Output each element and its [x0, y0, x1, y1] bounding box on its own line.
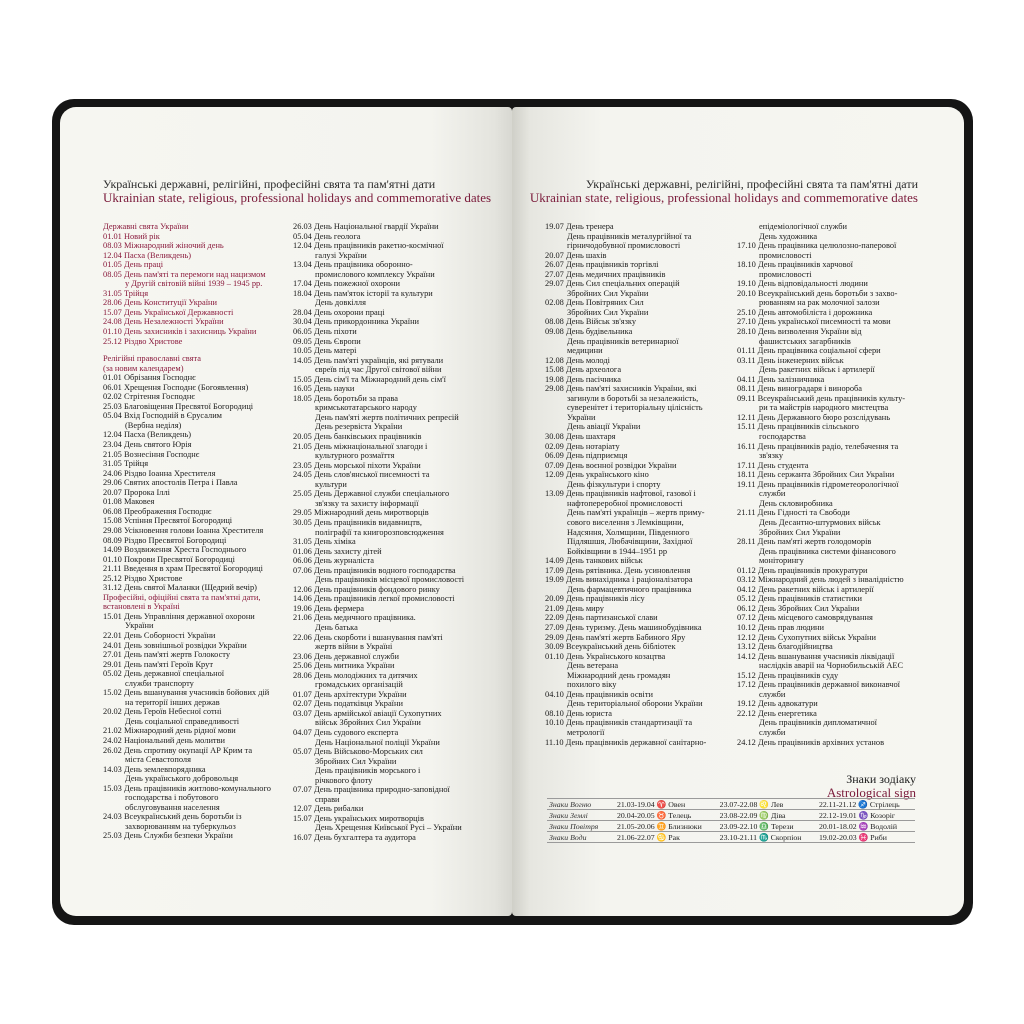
holiday-entry: 01.01 Новий рік [103, 231, 160, 241]
holiday-entry: 29.01 День пам'яті Героїв Крут [103, 659, 213, 669]
holiday-entry: галузі України [315, 250, 367, 260]
holiday-entry: 04.10 День працівників освіти [545, 689, 653, 699]
holiday-entry: у Другій світовій війні 1939 – 1945 рр. [125, 279, 263, 289]
holiday-entry: зв'язку [759, 451, 784, 461]
holiday-entry: 06.05 День піхоти [293, 327, 357, 337]
holiday-entry: 29.08 Усікновення голови Іоанна Хрестителя [103, 525, 264, 535]
holiday-entry: 26.02 День спротиву окупації АР Крим та [103, 745, 253, 755]
holiday-entry: 20.05 День банківських працівників [293, 432, 422, 442]
holiday-entry: 29.08 День пам'яті захисників України, які [545, 384, 697, 394]
zodiac-row [547, 832, 915, 843]
holiday-entry: 12.09 День українського кіно [545, 470, 649, 480]
holiday-entry: 21.06 День медичного працівника. [293, 613, 416, 623]
holiday-entry: День скловиробника [759, 498, 833, 508]
holiday-entry: загинули в боротьбі за незалежність, [567, 393, 699, 403]
holiday-entry: 28.06 День молодіжних та дитячих [293, 670, 418, 680]
holiday-entry: 07.12 День місцевого самоврядування [737, 613, 873, 623]
holiday-entry: 20.09 День працівників лісу [545, 594, 645, 604]
holiday-entry: Професійні, офіційні свята та пам'ятні дати, [103, 592, 261, 602]
zodiac-row [547, 810, 915, 821]
holiday-entry: 23.04 День святого Юрія [103, 440, 192, 450]
holiday-entry: 31.12 День святої Маланки (Щедрий вечір) [103, 583, 257, 593]
holiday-entry: 14.12 День вшанування учасників ліквідації [737, 651, 895, 661]
holiday-entry: служби [759, 727, 786, 737]
holiday-entry: сового виселення з Лемківщини, [567, 517, 684, 527]
holiday-entry: День ракетних військ і артилерії [759, 365, 875, 375]
left-header-en: Ukrainian state, religious, professional holidays and commemorative dates [103, 190, 492, 205]
holiday-entry: 16.07 День бухгалтера та аудитора [293, 833, 416, 842]
holiday-entry: культурного розмаїття [315, 451, 395, 461]
holiday-entry: День ветерана [567, 661, 619, 671]
holiday-entry: Збройних Сил України [315, 756, 397, 766]
holiday-entry: Збройних Сил України [567, 288, 649, 298]
holiday-entry: 06.01 Хрещення Господнє (Богоявлення) [103, 382, 249, 392]
holiday-entry: метрології [567, 727, 605, 737]
holiday-entry: 15.08 Успіння Пресвятої Богородиці [103, 516, 233, 526]
holiday-entry: 21.11 День Гідності та Свободи [737, 508, 850, 518]
holiday-entry: 15.12 День працівників суду [737, 670, 839, 680]
holiday-entry: 25.05 День Державної служби спеціального [293, 489, 450, 499]
holiday-entry: 25.03 День Служби безпеки України [103, 831, 233, 841]
holiday-entry: культури [315, 479, 347, 489]
holiday-entry: 17.12 День працівників державної виконавчої [737, 680, 900, 690]
holiday-entry: 15.11 День працівників сільського [737, 422, 859, 432]
holiday-entry: 17.10 День працівника целюлозно-паперової [737, 241, 897, 251]
zodiac-element: Знаки Вогню [547, 799, 615, 810]
holiday-entry: День довкілля [315, 298, 366, 308]
holiday-entry: 29.07 День Сил спеціальних операцій [545, 279, 680, 289]
holiday-entry: День фармацевтичного працівника [567, 584, 692, 594]
holiday-entry: суверенітет і територіальну цілісність [567, 403, 703, 413]
holiday-entry: 30.08 День шахтаря [545, 432, 616, 442]
holiday-entry: 12.08 День молоді [545, 355, 610, 365]
holidays-column-4 [737, 222, 927, 747]
holiday-entry: День працівників ветеринарної [567, 336, 679, 346]
holiday-entry: господарства і побутового [125, 793, 219, 803]
holiday-entry: Бойківщини в 1944–1951 рр [567, 546, 668, 556]
holiday-entry: промислового комплексу України [315, 269, 435, 279]
holiday-entry: 22.09 День партизанської слави [545, 613, 658, 623]
holiday-entry: гірничодобувної промисловості [567, 241, 681, 251]
holiday-entry: 12.07 День рибалки [293, 804, 364, 814]
holiday-entry: 07.06 День працівників водного господарства [293, 565, 456, 575]
holiday-entry: 01.07 День архітектури України [293, 689, 407, 699]
holiday-entry: 17.11 День студента [737, 460, 809, 470]
zodiac-sign: 23.08-22.09 ♍ Діва [718, 810, 817, 821]
holiday-entry: 15.07 День українських миротворців [293, 813, 424, 823]
holiday-entry: 06.09 День підприємця [545, 451, 628, 461]
holiday-entry: рюванням на рак молочної залози [759, 298, 880, 308]
holiday-entry: нафтопереробної промисловості [567, 498, 683, 508]
holiday-entry: 17.04 День пожежної охорони [293, 279, 400, 289]
holiday-entry: День Десантно-штурмових військ [759, 517, 881, 527]
holiday-entry: на території інших держав [125, 697, 220, 707]
holiday-entry: України [125, 621, 154, 631]
zodiac-title [827, 772, 916, 800]
holiday-entry: служби [759, 689, 786, 699]
holiday-entry: 14.09 День танкових військ [545, 556, 643, 566]
holiday-entry: 24.12 День працівників архівних установ [737, 737, 885, 747]
holiday-entry: 06.06 День журналіста [293, 556, 375, 566]
holiday-entry: 03.07 День армійської авіації Сухопутних [293, 708, 442, 718]
holiday-entry: 27.10 День української писемності та мови [737, 317, 891, 327]
zodiac-sign: 20.01-18.02 ♒ Водолій [817, 821, 915, 832]
holiday-entry: наслідків аварії на Чорнобильській АЕС [759, 661, 904, 671]
holiday-entry: 19.12 День адвокатури [737, 699, 818, 709]
holiday-entry: 05.12 День працівників статистики [737, 594, 862, 604]
holiday-entry: медицини [567, 346, 603, 356]
holiday-entry: 14.09 Воздвиження Хреста Господнього [103, 545, 247, 555]
holiday-entry: 30.04 День прикордонника України [293, 317, 420, 327]
holidays-column-2 [293, 222, 481, 843]
holiday-entry: зв'язку та захисту інформації [315, 498, 419, 508]
holiday-entry: День авіації України [567, 422, 641, 432]
zodiac-table [547, 798, 915, 843]
holiday-entry: День Національної поліції України [315, 737, 440, 747]
zodiac-sign: 22.12-19.01 ♑ Козоріг [817, 810, 915, 821]
holiday-entry: 12.04 Пасха (Великдень) [103, 250, 192, 260]
holiday-entry: промисловості [759, 250, 812, 260]
holiday-entry: 07.09 День воєнної розвідки України [545, 460, 677, 470]
holiday-entry: 18.10 День працівників харчової [737, 260, 854, 270]
holiday-entry: 28.06 День Конституції України [103, 298, 217, 308]
holiday-entry: захворюванням на туберкульоз [125, 821, 236, 831]
holiday-entry: 12.04 Пасха (Великдень) [103, 430, 192, 440]
holiday-entry: 21.09 День миру [545, 603, 604, 613]
holiday-entry: 20.07 День шахів [545, 250, 607, 260]
holiday-entry: промисловості [759, 269, 812, 279]
holiday-entry: 12.11 День Державного бюро розслідувань [737, 412, 891, 422]
holiday-entry: 05.02 День державної спеціальної [103, 669, 225, 679]
holiday-entry: господарства [759, 432, 806, 442]
holiday-entry: 13.12 День благодійництва [737, 642, 833, 652]
holiday-entry: 25.12 Різдво Христове [103, 336, 183, 346]
holiday-entry: фашистських загарбників [759, 336, 851, 346]
holiday-entry: 10.05 День матері [293, 346, 357, 356]
zodiac-row [547, 799, 915, 810]
holiday-entry: 28.10 День визволення України від [737, 327, 862, 337]
holiday-entry: 04.12 День ракетних військ і артилерії [737, 584, 874, 594]
holiday-entry: День фізкультури і спорту [567, 479, 661, 489]
holiday-entry: 05.04 Вхід Господній в Єрусалим [103, 411, 222, 421]
zodiac-sign: 23.07-22.08 ♌ Лев [718, 799, 817, 810]
holiday-entry: Надсяння, Холмщини, Південного [567, 527, 690, 537]
holiday-entry: 30.05 День працівників видавництв, [293, 517, 422, 527]
holiday-entry: День територіальної оборони України [567, 699, 703, 709]
holiday-entry: жертв війни в Україні [315, 642, 393, 652]
holiday-entry: День Хрещення Київської Русі – України [315, 823, 462, 833]
zodiac-title-ua: Знаки зодіаку [846, 772, 916, 786]
holiday-entry: 01.12 День працівників прокуратури [737, 565, 868, 575]
holiday-entry: (Вербна неділя) [125, 420, 182, 430]
holiday-entry: 16.11 День працівників радіо, телебачення та [737, 441, 899, 451]
holiday-entry: 30.09 Всеукраїнський день бібліотек [545, 642, 676, 652]
holiday-entry: Збройних Сил України [759, 527, 841, 537]
holidays-column-1 [103, 222, 291, 841]
holiday-entry: 02.07 День податківця України [293, 699, 403, 709]
holiday-entry: 22.01 День Соборності України [103, 630, 216, 640]
holiday-entry: громадських організацій [315, 680, 403, 690]
holiday-entry: обслуговування населення [125, 802, 220, 812]
holiday-entry: 18.11 День сержанта Збройних Сил України [737, 470, 895, 480]
holiday-entry: 15.07 День Української Державності [103, 307, 234, 317]
holiday-entry: 24.03 Всеукраїнський день боротьби із [103, 812, 242, 822]
holiday-entry: 08.05 День пам'яті та перемоги над нацизмом [103, 269, 266, 279]
holiday-entry: Релігійні православні свята [103, 354, 201, 364]
holiday-entry: 01.01 Обрізання Господнє [103, 373, 196, 383]
holiday-entry: річкового флоту [315, 775, 373, 785]
holiday-entry: 31.05 День хіміка [293, 537, 356, 547]
holiday-entry: 26.03 День Національної гвардії України [293, 222, 439, 231]
holiday-entry: День працівника системи фінансового [759, 546, 896, 556]
holiday-entry: 12.12 День Сухопутних військ України [737, 632, 876, 642]
holiday-entry: Державні свята України [103, 222, 189, 231]
holiday-entry: 19.06 День фермера [293, 603, 364, 613]
holiday-entry: справи [315, 794, 340, 804]
holiday-entry: 24.06 Різдво Іоанна Хрестителя [103, 468, 216, 478]
zodiac-title-en: Astrological sign [826, 785, 916, 800]
holiday-entry: 27.09 День туризму. День машинобудівника [545, 622, 702, 632]
holiday-entry: 27.01 День пам'яті жертв Голокосту [103, 650, 231, 660]
holiday-entry: 23.06 День державної служби [293, 651, 399, 661]
zodiac-sign: 21.03-19.04 ♈ Овен [615, 799, 718, 810]
holiday-entry: 09.08 День будівельника [545, 327, 633, 337]
holiday-entry: 06.08 Преображення Господнє [103, 506, 212, 516]
holiday-entry: 28.04 День охорони праці [293, 307, 385, 317]
holiday-entry: (за новим календарем) [103, 363, 184, 373]
holiday-entry: 14.06 День працівників легкої промисловості [293, 594, 455, 604]
holiday-entry: 03.11 День інженерних військ [737, 355, 844, 365]
holiday-entry: 31.05 Трійця [103, 459, 149, 469]
holiday-entry: 24.05 День слов'янської писемності та [293, 470, 430, 480]
holiday-entry: День працівників морського і [315, 766, 421, 776]
holiday-entry: 29.09 День пам'яті жертв Бабиного Яру [545, 632, 686, 642]
holiday-entry: 21.02 Міжнародний день рідної мови [103, 726, 236, 736]
holiday-entry: 15.08 День археолога [545, 365, 622, 375]
holiday-entry: 02.09 День нотаріату [545, 441, 620, 451]
holiday-entry: 20.10 Всеукраїнський день боротьби з захво- [737, 288, 898, 298]
holiday-entry: України [567, 412, 596, 422]
holiday-entry: 15.05 День сім'ї та Міжнародний день сім'ї [293, 374, 446, 384]
holiday-entry: 13.09 День працівників нафтової, газової і [545, 489, 696, 499]
holiday-entry: 09.11 Всеукраїнський день працівників культу- [737, 393, 906, 403]
holiday-entry: 19.07 День тренера [545, 222, 614, 231]
holiday-entry: 24.02 Національний день молитви [103, 735, 226, 745]
zodiac-sign: 20.04-20.05 ♉ Телець [615, 810, 718, 821]
holiday-entry: 20.07 Пророка Іллі [103, 487, 170, 497]
holiday-entry: 02.02 Стрітення Господнє [103, 392, 195, 402]
holiday-entry: 24.01 День зовнішньої розвідки України [103, 640, 247, 650]
holiday-entry: 12.04 День працівників ракетно-космічної [293, 241, 444, 251]
holiday-entry: 06.12 День Збройних Сил України [737, 603, 860, 613]
holiday-entry: моніторингу [759, 556, 804, 566]
holiday-entry: служби транспорту [125, 678, 194, 688]
holiday-entry: 19.09 День винахідника і раціоналізатора [545, 575, 693, 585]
holiday-entry: 01.11 День працівника соціальної сфери [737, 346, 881, 356]
holiday-entry [103, 346, 291, 354]
holiday-entry: 08.11 День виноградаря і винороба [737, 384, 862, 394]
holiday-entry: військ Збройних Сил України [315, 718, 421, 728]
zodiac-sign: 21.06-22.07 ♋ Рак [615, 832, 718, 843]
zodiac-element: Знаки Землі [547, 810, 615, 821]
holiday-entry: 21.05 Вознесіння Господнє [103, 449, 200, 459]
holiday-entry: День пам'яті жертв політичних репресій [315, 412, 459, 422]
holiday-entry: День працівників місцевої промисловості [315, 575, 465, 585]
holiday-entry: 27.07 День медичних працівників [545, 269, 666, 279]
holiday-entry: міста Севастополя [125, 755, 191, 765]
holiday-entry: 15.02 День вшанування учасників бойових дій [103, 688, 270, 698]
holiday-entry: 31.05 Трійця [103, 288, 149, 298]
holiday-entry: День пам'яті українців – жертв приму- [567, 508, 705, 518]
holiday-entry: День українського добровольця [125, 774, 239, 784]
holiday-entry: День працівників дипломатичної [759, 718, 878, 728]
holiday-entry: євреїв під час Другої світової війни [315, 365, 442, 375]
holiday-entry: 15.03 День працівників житлово-комунального [103, 783, 271, 793]
left-header-ua: Українські державні, релігійні, професійні свята та пам'ятні дати [103, 177, 436, 191]
zodiac-sign: 19.02-20.03 ♓ Риби [817, 832, 915, 843]
holiday-entry: 15.01 День Управління державної охорони [103, 611, 255, 621]
holiday-entry: 21.05 День міжнаціональної злагоди і [293, 441, 428, 451]
holiday-entry: 21.11 Введення в храм Пресвятої Богородиці [103, 564, 263, 574]
holiday-entry: 04.07 День судового експерта [293, 727, 399, 737]
holiday-entry: 25.06 День митника України [293, 661, 395, 671]
holiday-entry: 29.06 Святих апостолів Петра і Павла [103, 478, 238, 488]
holiday-entry: 25.12 Різдво Христове [103, 573, 183, 583]
holiday-entry: встановлені в Україні [103, 602, 180, 612]
holiday-entry: кримськотатарського народу [315, 403, 417, 413]
holiday-entry: 10.10 День працівників стандартизації та [545, 718, 693, 728]
holiday-entry: 08.10 День юриста [545, 708, 612, 718]
holiday-entry: 11.10 День працівників державної санітарно- [545, 737, 707, 747]
holiday-entry: поліграфії та книгорозповсюдження [315, 527, 444, 537]
holiday-entry: 01.06 День захисту дітей [293, 546, 382, 556]
holiday-entry: 05.07 День Військово-Морських сил [293, 747, 423, 757]
holiday-entry: служби [759, 489, 786, 499]
right-page-header [530, 177, 918, 205]
holiday-entry: 14.03 День землевпорядника [103, 764, 206, 774]
holiday-entry: 17.09 День рятівника. День усиновлення [545, 565, 691, 575]
holiday-entry: 12.06 День працівників фондового ринку [293, 584, 440, 594]
holiday-entry: 07.07 День працівника природно-заповідної [293, 785, 450, 795]
holiday-entry: 22.12 День енергетика [737, 708, 817, 718]
holiday-entry: Підляшшя, Любачівщини, Західної [567, 537, 693, 547]
holiday-entry: епідеміологічної служби [759, 222, 848, 231]
holiday-entry: 09.05 День Європи [293, 336, 361, 346]
holiday-entry: 19.10 День відповідальності людини [737, 279, 868, 289]
holidays-column-3 [545, 222, 725, 747]
right-header-en: Ukrainian state, religious, professional holidays and commemorative dates [529, 190, 918, 205]
holiday-entry: 08.09 Різдво Пресвятої Богородиці [103, 535, 227, 545]
holiday-entry: 04.11 День залізничника [737, 374, 825, 384]
holiday-entry: 29.05 Міжнародний день миротворців [293, 508, 429, 518]
holiday-entry: 08.03 Міжнародний жіночий день [103, 241, 224, 251]
holiday-entry: 05.04 День геолога [293, 231, 361, 241]
holiday-entry: ри та майстрів народного мистецтва [759, 403, 889, 413]
zodiac-element: Знаки Води [547, 832, 615, 843]
holiday-entry: День художника [759, 231, 818, 241]
holiday-entry: 24.08 День Незалежності України [103, 317, 224, 327]
holiday-entry: Збройних Сил України [567, 307, 649, 317]
holiday-entry: 14.05 День пам'яті українців, які рятували [293, 355, 444, 365]
holiday-entry: 01.10 День Українського козацтва [545, 651, 666, 661]
holiday-entry: 25.03 Благовіщення Пресвятої Богородиці [103, 401, 254, 411]
zodiac-sign: 22.11-21.12 ♐ Стрілець [817, 799, 915, 810]
zodiac-sign: 23.10-21.11 ♏ Скорпіон [718, 832, 817, 843]
holiday-entry: 28.11 День пам'яті жертв голодоморів [737, 537, 872, 547]
holiday-entry: День працівників металургійної та [567, 231, 692, 241]
zodiac-row [547, 821, 915, 832]
holiday-entry: 08.08 День Військ зв'язку [545, 317, 637, 327]
holiday-entry: Міжнародний день громадян [567, 670, 671, 680]
holiday-entry: 03.12 Міжнародний день людей з інвалідністю [737, 575, 904, 585]
holiday-entry: День резервіста України [315, 422, 403, 432]
holiday-entry: 01.10 День захисників і захисниць України [103, 327, 257, 337]
holiday-entry: 20.02 День Героїв Небесної сотні [103, 707, 222, 717]
holiday-entry: День батька [315, 622, 358, 632]
holiday-entry: 25.10 День автомобіліста і дорожника [737, 307, 873, 317]
holiday-entry: 13.04 День працівника оборонно- [293, 260, 413, 270]
holiday-entry: 01.05 День праці [103, 260, 164, 270]
holiday-entry: 01.10 Покрови Пресвятої Богородиці [103, 554, 235, 564]
holiday-entry: День соціальної справедливості [125, 716, 240, 726]
zodiac-sign: 23.09-22.10 ♎ Терези [718, 821, 817, 832]
left-page-header [103, 177, 491, 205]
holiday-entry: 16.05 День науки [293, 384, 355, 394]
holiday-entry: 22.06 День скорботи і вшанування пам'яті [293, 632, 443, 642]
holiday-entry: 18.04 День пам'яток історії та культури [293, 288, 433, 298]
right-header-ua: Українські державні, релігійні, професійні свята та пам'ятні дати [585, 177, 918, 191]
holiday-entry: 01.08 Маковея [103, 497, 155, 507]
holiday-entry: 19.11 День працівників гідрометеорологічної [737, 479, 899, 489]
holiday-entry: 10.12 День прав людини [737, 622, 825, 632]
holiday-entry: похилого віку [567, 680, 617, 690]
zodiac-sign: 21.05-20.06 ♊ Близнюки [615, 821, 718, 832]
holiday-entry: 02.08 День Повітряних Сил [545, 298, 644, 308]
zodiac-element: Знаки Повітря [547, 821, 615, 832]
holiday-entry: 23.05 День морської піхоти України [293, 460, 421, 470]
holiday-entry: 18.05 День боротьби за права [293, 393, 398, 403]
holiday-entry: 19.08 День пасічника [545, 374, 621, 384]
holiday-entry: 26.07 День працівників торгівлі [545, 260, 659, 270]
